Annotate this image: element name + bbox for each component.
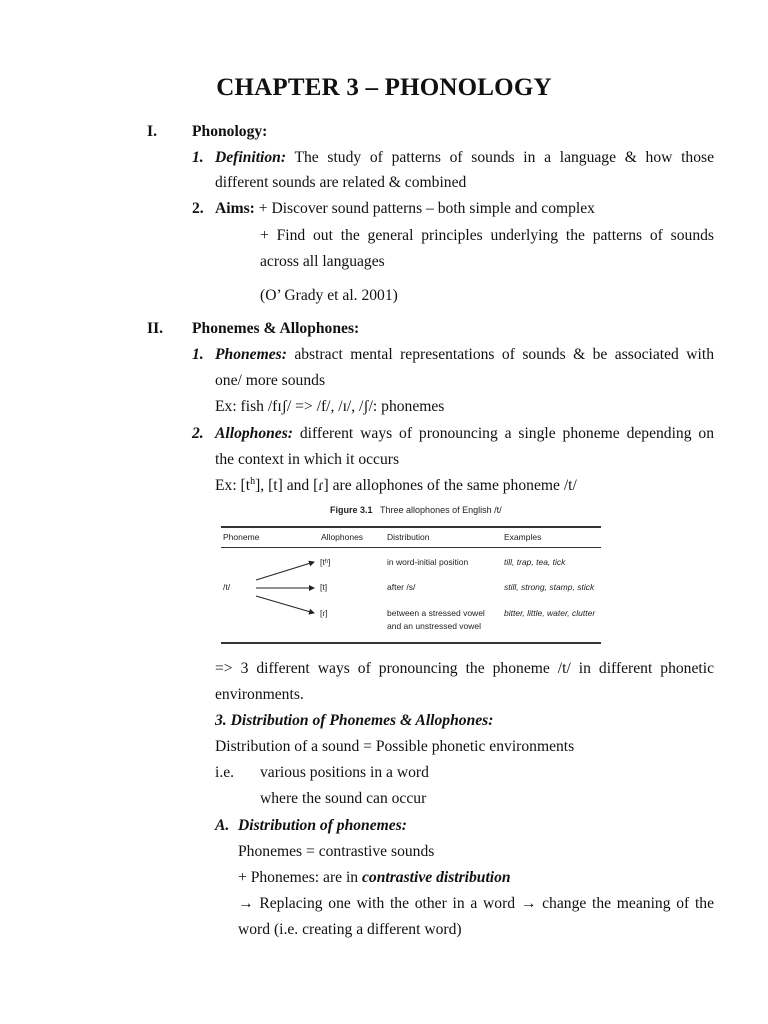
figure-arrows — [219, 502, 615, 646]
phonemes-text-1: abstract mental representations of sounds & be associated with — [294, 346, 715, 363]
section-numeral-1: I. — [147, 123, 157, 140]
figure-distribution-flap-1: between a stressed vowel — [387, 608, 485, 618]
replacing-text-end: change the meaning of the — [536, 895, 714, 912]
contrastive-distribution-emphasis: contrastive distribution — [362, 869, 511, 886]
allophones-example-post: ], [t] and [ɾ] are allophones of the same phoneme /t/ — [255, 477, 577, 494]
figure-examples-2: still, strong, stamp, stick — [504, 582, 595, 592]
definition-text-1: The study of patterns of sounds in a language & how those — [294, 149, 714, 166]
figure-header-allophones: Allophones — [321, 532, 364, 542]
allophones-label: Allophones: — [215, 425, 293, 442]
arrow-right-icon: → — [238, 895, 254, 912]
figure-allophone-flap: [ɾ] — [320, 608, 328, 618]
figure-header-phoneme: Phoneme — [223, 532, 260, 542]
figure-distribution-flap-2: and an unstressed vowel — [387, 621, 482, 631]
phonemes-contrastive-line: Phonemes = contrastive sounds — [238, 843, 435, 860]
figure-allophone-aspirated: [tʰ] — [320, 557, 331, 567]
figure-allophone-plain: [t] — [320, 582, 328, 592]
definition-text-2: different sounds are related & combined — [215, 174, 467, 191]
subsection-a-heading: Distribution of phonemes: — [238, 817, 407, 834]
figure-allophones-table — [219, 502, 615, 646]
definition-label: Definition: — [215, 149, 287, 166]
arrow-to-flap — [256, 596, 314, 613]
ie-label: i.e. — [215, 764, 235, 781]
figure-number: Figure 3.1 — [330, 505, 373, 515]
replacing-line-2: word (i.e. creating a different word) — [238, 921, 462, 938]
allophones-text-1: different ways of pronouncing a single phoneme depending on — [299, 425, 714, 442]
figure-distribution-initial: in word-initial position — [387, 557, 469, 567]
arrow-to-aspirated — [256, 562, 314, 580]
arrow-right-icon: → — [520, 895, 537, 912]
section-numeral-2: II. — [147, 320, 164, 337]
figure-examples-1: till, trap, tea, tick — [504, 557, 566, 567]
replacing-line — [238, 894, 714, 914]
contrastive-distribution-line — [238, 868, 511, 888]
allophones-example-sup: h — [250, 475, 256, 487]
aims-text-2: + Find out the general principles underlying the patterns of sounds — [260, 227, 714, 244]
allophones-line-1 — [215, 424, 714, 444]
distribution-heading: 3. Distribution of Phonemes & Allophones: — [215, 712, 494, 729]
figure-caption-text: Three allophones of English /t/ — [380, 505, 502, 515]
chapter-title: CHAPTER 3 – PHONOLOGY — [216, 74, 552, 101]
section-heading-phonemes: Phonemes & Allophones: — [192, 320, 360, 337]
phonemes-number: 1. — [192, 346, 204, 363]
subsection-a-label: A. — [215, 817, 230, 834]
after-figure-line-1: => 3 different ways of pronouncing the phoneme /t/ in different phonetic — [215, 660, 714, 677]
ie-text-2: where the sound can occur — [260, 790, 427, 807]
allophones-example — [215, 476, 577, 496]
contrastive-distribution-pre: + Phonemes: are in — [238, 869, 362, 886]
figure-distribution-after-s: after /s/ — [387, 582, 416, 592]
figure-bottom-rule — [221, 642, 601, 644]
distribution-definition: Distribution of a sound = Possible phonetic environments — [215, 738, 575, 755]
citation: (O’ Grady et al. 2001) — [260, 287, 398, 304]
allophones-number: 2. — [192, 425, 204, 442]
allophones-example-pre: Ex: [t — [215, 477, 251, 494]
figure-examples-3: bitter, little, water, clutter — [504, 608, 596, 618]
ie-text-1: various positions in a word — [260, 764, 429, 781]
definition-number: 1. — [192, 149, 204, 166]
aims-number: 2. — [192, 200, 204, 217]
phonemes-text-2: one/ more sounds — [215, 372, 326, 389]
phonemes-example: Ex: fish /fɪʃ/ => /f/, /ɪ/, /ʃ/: phonemes — [215, 398, 445, 415]
replacing-text: Replacing one with the other in a word — [253, 895, 521, 912]
figure-phoneme-t: /t/ — [223, 582, 231, 592]
aims-label: Aims: — [215, 200, 255, 217]
allophones-text-2: the context in which it occurs — [215, 451, 400, 468]
aims-text-3: across all languages — [260, 253, 385, 270]
section-heading-phonology: Phonology: — [192, 123, 268, 140]
definition-line-1 — [215, 148, 714, 168]
figure-header-examples: Examples — [504, 532, 542, 542]
aims-text-1: + Discover sound patterns – both simple and complex — [258, 200, 595, 217]
phonemes-label: Phonemes: — [215, 346, 287, 363]
phonemes-line-1 — [215, 345, 714, 365]
after-figure-line-2: environments. — [215, 686, 304, 703]
figure-header-distribution: Distribution — [387, 532, 430, 542]
aims-line-1 — [215, 199, 595, 219]
